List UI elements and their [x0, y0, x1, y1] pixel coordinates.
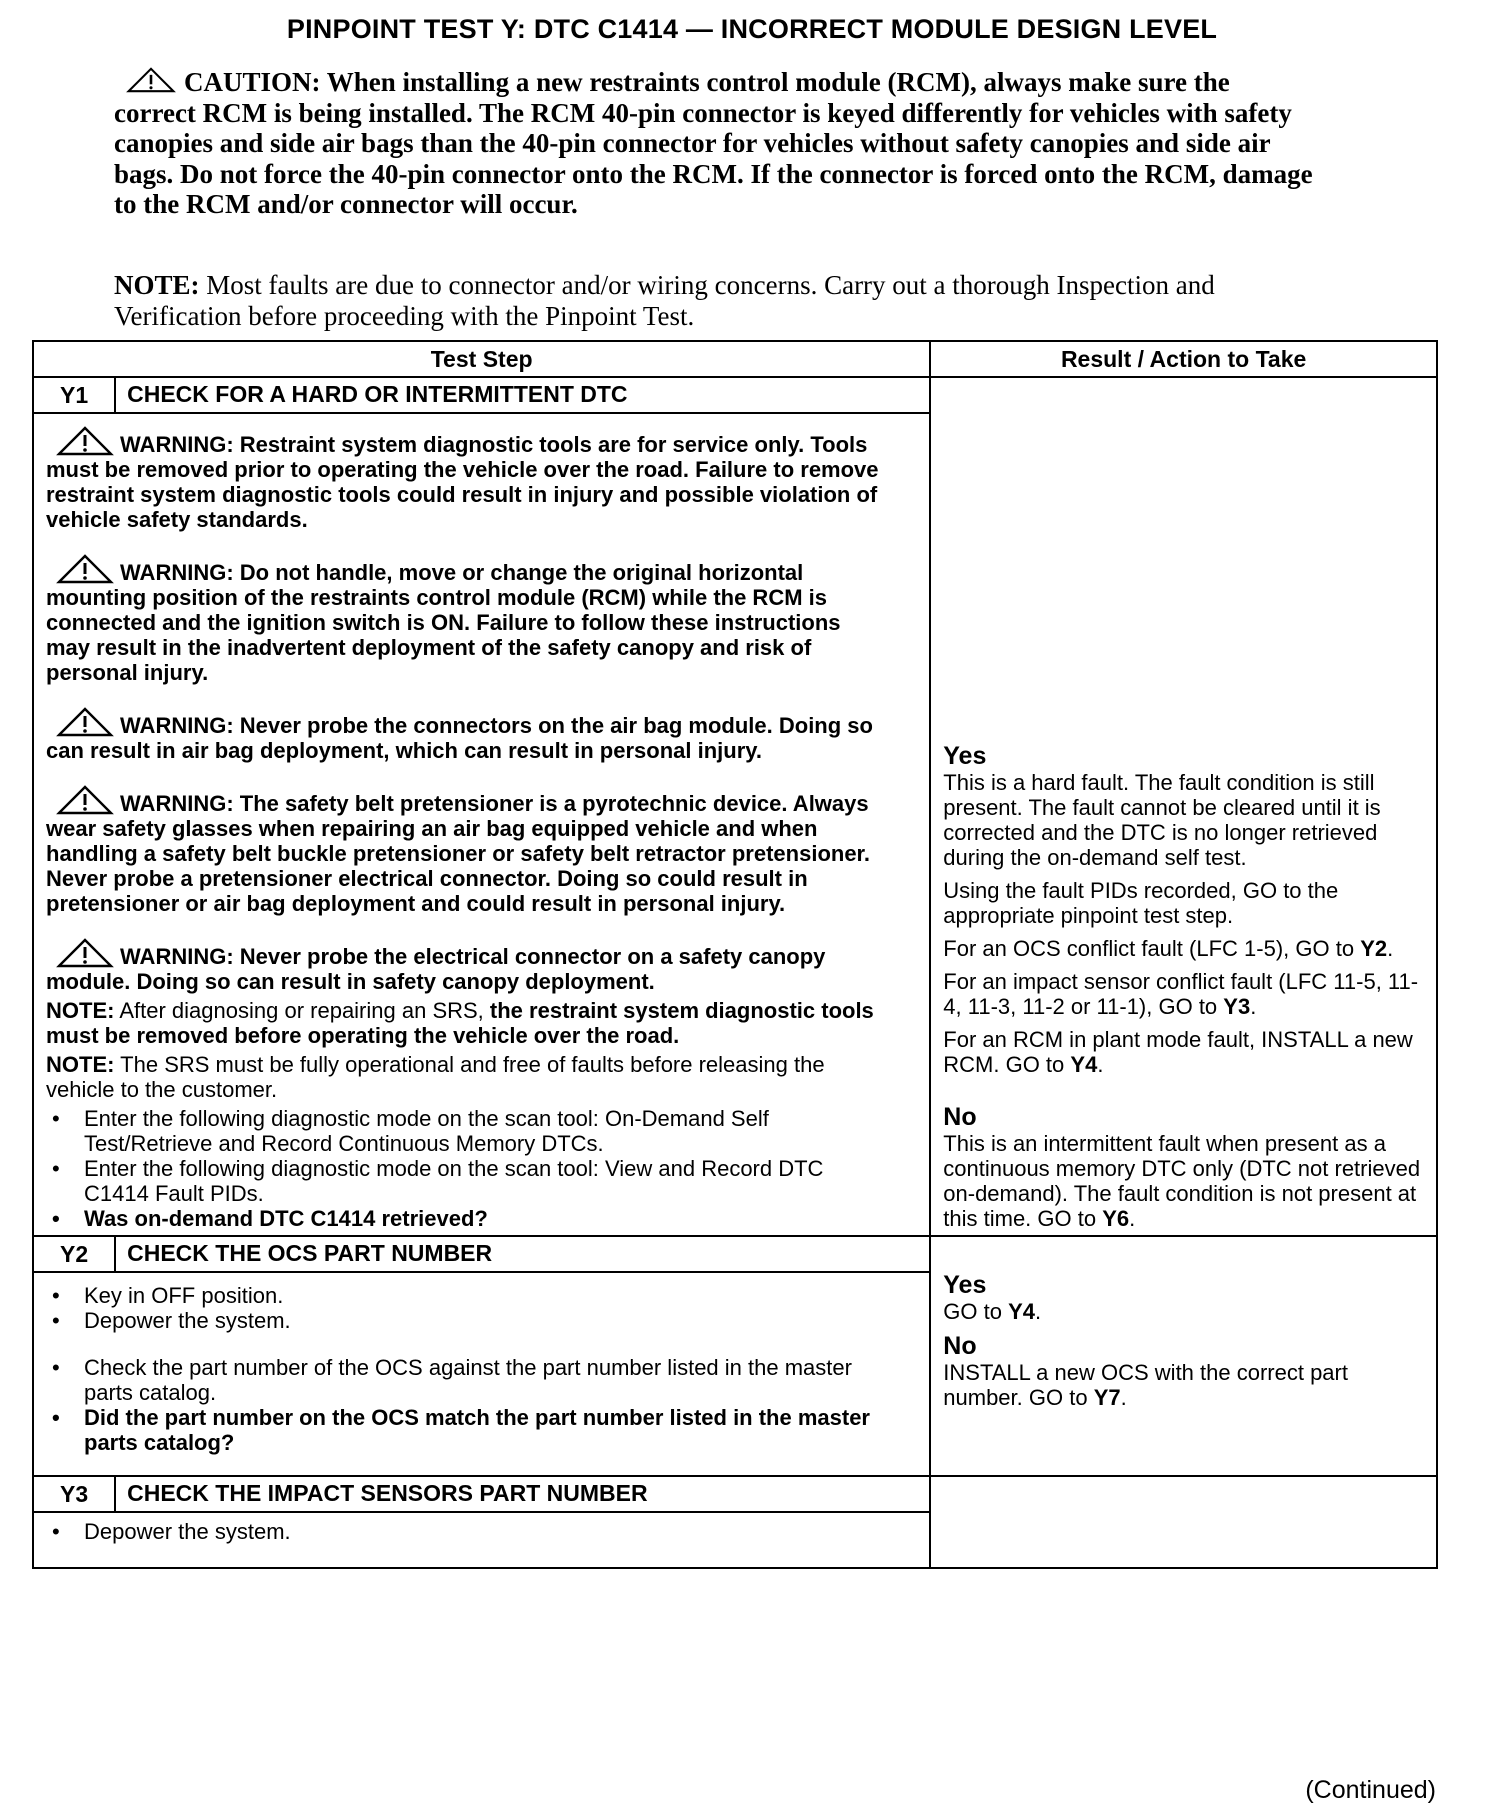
result-yes-line-4: For an impact sensor conflict fault (LFC 11-5, 11-4, 11-3, 11-2 or 11-1), GO to Y3.: [943, 969, 1419, 1019]
note-2: NOTE: The SRS must be fully operational and free of faults before releasing the vehicle to the customer.: [46, 1052, 825, 1102]
result-cell-y2: [930, 1236, 1437, 1476]
warning-3: WARNING: Never probe the connectors on the air bag module. Doing so can result in air bag deployment, which can result in personal injury.: [46, 707, 889, 763]
result-no-line: This is an intermittent fault when present as a continuous memory DTC only (DTC not retrieved on-demand). The fault condition is not present at this time. GO to Y6.: [943, 1131, 1421, 1231]
caution-text: CAUTION: When installing a new restraints control module (RCM), always make sure the correct RCM is being installed. The RCM 40-pin connector is keyed differently for vehicles with safety canopies and side air bags than the 40-pin connector for vehicles without safety canopies and side air bags. Do not force the 40-pin connector onto the RCM. If the connector is forced onto the RCM, damage to the RCM and/or connector will occur.: [114, 67, 1313, 219]
result-no-label: No: [943, 1103, 977, 1131]
warning-triangle-icon: [56, 707, 114, 737]
step-y3-bullets: [46, 1519, 889, 1544]
continued-label: (Continued): [1305, 1776, 1436, 1804]
note-block: [114, 270, 1314, 331]
result-cell-y3: [930, 1476, 1437, 1568]
result-no-label: No: [943, 1332, 977, 1360]
note-1: NOTE: After diagnosing or repairing an SRS, the restraint system diagnostic tools must be removed before operating the vehicle over the road.: [46, 998, 874, 1048]
step-heading-y2: CHECK THE OCS PART NUMBER: [115, 1236, 930, 1272]
step-row-y1-heading: [33, 377, 1437, 413]
step-y1-bullets: [46, 1106, 889, 1231]
header-test-step: Test Step: [33, 341, 930, 377]
list-item: • Depower the system.: [46, 1519, 889, 1544]
list-item: • Enter the following diagnostic mode on the scan tool: On-Demand Self Test/Retrieve and Record Continuous Memory DTCs.: [46, 1106, 889, 1156]
step-question: • Did the part number on the OCS match the part number listed in the master parts catalog?: [46, 1405, 889, 1455]
result-cell-y1: [930, 377, 1437, 1236]
result-yes-3-text: For an OCS conflict fault (LFC 1-5), GO to: [943, 936, 1355, 961]
list-item: • Depower the system.: [46, 1308, 889, 1333]
result-yes-4-text: For an impact sensor conflict fault (LFC 11-5, 11-4, 11-3, 11-2 or 11-1), GO to: [943, 969, 1419, 1019]
result-no-text: This is an intermittent fault when present as a continuous memory DTC only (DTC not retrieved on-demand). The fault condition is not present at this time. GO to: [943, 1131, 1421, 1231]
step-row-y3-heading: [33, 1476, 1437, 1512]
step-y2-bullets-2: [46, 1355, 889, 1455]
warning-triangle-icon: [126, 66, 176, 94]
step-question: • Was on-demand DTC C1414 retrieved?: [46, 1206, 889, 1231]
step-row-y2-heading: [33, 1236, 1437, 1272]
step-ref-y4: Y4: [1008, 1299, 1035, 1324]
result-no-line: INSTALL a new OCS with the correct part number. GO to Y7.: [943, 1360, 1348, 1410]
step-body-y3: [33, 1512, 930, 1568]
list-item: • Enter the following diagnostic mode on the scan tool: View and Record DTC C1414 Fault PIDs.: [46, 1156, 889, 1206]
header-result-action: Result / Action to Take: [930, 341, 1437, 377]
step-y2-bullets: [46, 1283, 889, 1333]
warning-triangle-icon: [56, 785, 114, 815]
warning-1: WARNING: Restraint system diagnostic tools are for service only. Tools must be removed prior to operating the vehicle over the road. Failure to remove restraint system diagnostic tools could result in injury and possible violation of vehicle safety standards.: [46, 426, 889, 532]
step-ref-y7: Y7: [1093, 1385, 1121, 1410]
step-id-y3: Y3: [33, 1476, 115, 1512]
table-header-row: [33, 341, 1437, 377]
result-yes-line-1: This is a hard fault. The fault condition is still present. The fault cannot be cleared until it is corrected and the DTC is no longer retrieved during the on-demand self test.: [943, 770, 1381, 870]
step-body-y2: [33, 1272, 930, 1476]
result-yes-line: GO to Y4.: [943, 1299, 1042, 1324]
warning-triangle-icon: [56, 426, 114, 456]
list-item: • Check the part number of the OCS against the part number listed in the master parts catalog.: [46, 1355, 889, 1405]
caution-block: [114, 66, 1314, 220]
step-heading-y3: CHECK THE IMPACT SENSORS PART NUMBER: [115, 1476, 930, 1512]
result-yes-line-2: Using the fault PIDs recorded, GO to the appropriate pinpoint test step.: [943, 878, 1339, 928]
step-id-y2: Y2: [33, 1236, 115, 1272]
step-body-y1: [33, 413, 930, 1236]
result-yes-line-3: For an OCS conflict fault (LFC 1-5), GO to Y2.: [943, 936, 1394, 961]
note-label: NOTE:: [114, 270, 200, 300]
warning-2: WARNING: Do not handle, move or change the original horizontal mounting position of the restraints control module (RCM) while the RCM is connected and the ignition switch is ON. Failure to follow these instructions may result in the inadvertent deployment of the safety canopy and risk of personal injury.: [46, 554, 889, 685]
result-yes-label: Yes: [943, 1271, 987, 1299]
step-ref-y2: Y2: [1360, 936, 1388, 961]
warning-triangle-icon: [56, 938, 114, 968]
pinpoint-test-table: [32, 340, 1438, 1569]
result-yes-line-5: For an RCM in plant mode fault, INSTALL a new RCM. GO to Y4.: [943, 1027, 1413, 1077]
step-heading-y1: CHECK FOR A HARD OR INTERMITTENT DTC: [115, 377, 930, 413]
page-title: PINPOINT TEST Y: DTC C1414 — INCORRECT MODULE DESIGN LEVEL: [286, 14, 1218, 44]
step-id-y1: Y1: [33, 377, 115, 413]
step-ref-y4: Y4: [1070, 1052, 1098, 1077]
result-yes-5-text: For an RCM in plant mode fault, INSTALL a new RCM. GO to: [943, 1027, 1413, 1077]
result-yes-label: Yes: [943, 742, 987, 770]
warning-5: WARNING: Never probe the electrical connector on a safety canopy module. Doing so can result in safety canopy deployment.: [46, 938, 889, 994]
note-text: Most faults are due to connector and/or wiring concerns. Carry out a thorough Inspection and Verification before proceeding with the Pinpoint Test.: [114, 270, 1215, 331]
step-ref-y3: Y3: [1223, 994, 1251, 1019]
step-ref-y6: Y6: [1102, 1206, 1130, 1231]
list-item: • Key in OFF position.: [46, 1283, 889, 1308]
warning-triangle-icon: [56, 554, 114, 584]
warning-4: WARNING: The safety belt pretensioner is a pyrotechnic device. Always wear safety glasses when repairing an air bag equipped vehicle and when handling a safety belt buckle pretensioner or safety belt retractor pretensioner. Never probe a pretensioner electrical connector. Doing so could result in pretensioner or air bag deployment and could result in personal injury.: [46, 785, 889, 916]
